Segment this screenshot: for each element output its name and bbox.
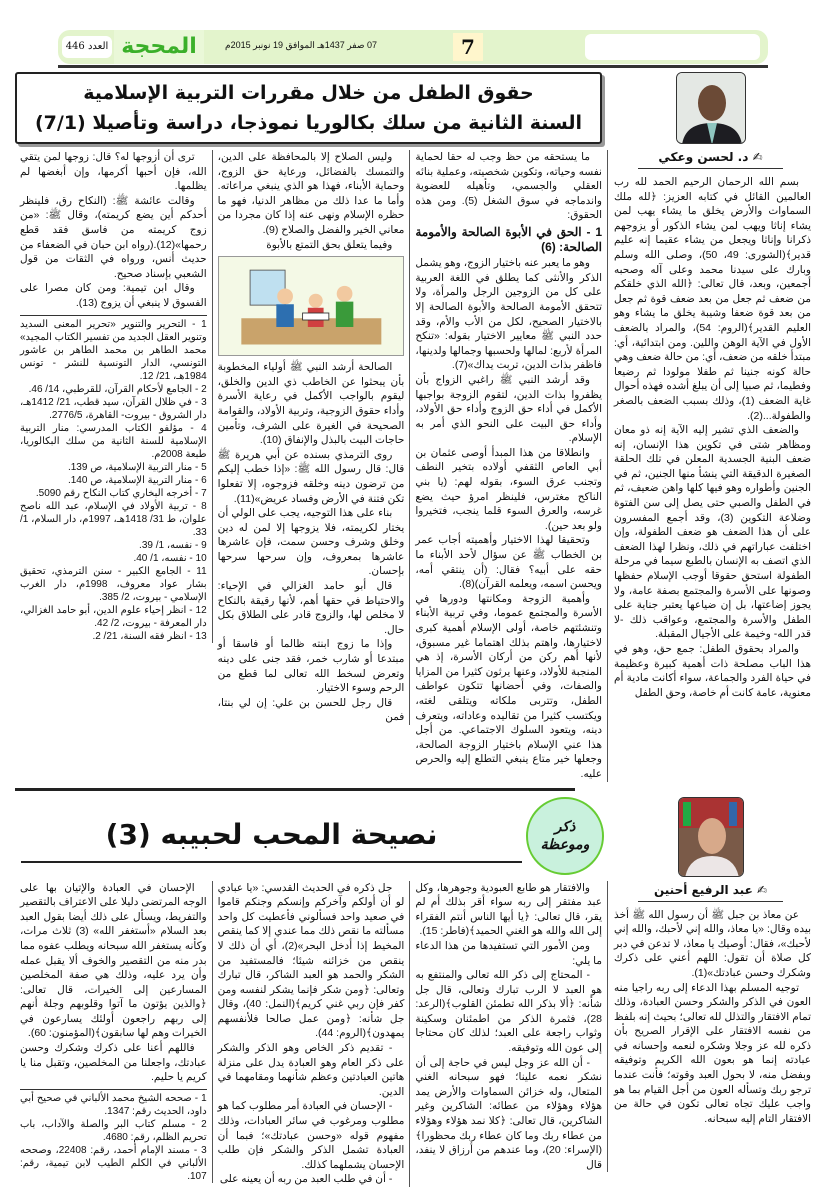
paragraph: - المحتاج إلى ذكر الله تعالى والمنتفع به هو العبد لا الرب تبارك وتعالى، قال جل شأنه: ﴿ألا بذكر الله تطمئن القلوب﴾(الرعد: 28)، فثمرة الذكر من اطمئنان وسكينة وثواب راجعة على العبد؛ لذلك كان محتاجا إلى عون الله وتوفيقه. xyxy=(415,969,602,1055)
article2-column-3 xyxy=(213,881,411,1187)
article1-column-4 xyxy=(15,150,213,643)
article1-columns xyxy=(15,150,608,782)
article1-main xyxy=(15,72,608,782)
footnote: 7 - أخرجه البخاري كتاب النكاح رقم 5090. xyxy=(35,487,207,499)
footnote: 8 - تربية الأولاد في الإسلام، عبد الله ناصح علوان، ط 31/ 1418هـ، 1997م، دار السلام، 1/ 33. xyxy=(19,500,207,538)
footnote: 12 - انظر إحياء علوم الدين، أبو حامد الغزالي، دار المعرفة - بيروت، 2/ 42. xyxy=(19,604,207,629)
article1-column-3 xyxy=(213,150,411,725)
paragraph: قال رجل للحسن بن علي: إن لي بنتا، فمن xyxy=(217,696,405,724)
paragraph: وقال ابن تيمية: ومن كان مصرا على الفسوق لا ينبغي أن يزوج (13). xyxy=(19,282,207,309)
footnotes xyxy=(20,318,207,643)
footnote: 13 - انظر فقه السنة، 21/ 2. xyxy=(92,630,207,642)
section-badge: ذكر وموعظة xyxy=(526,797,604,875)
paragraph: بناء على هذا التوجيه، يجب على الولي أن يختار لكريمته، فلا يزوجها إلا لمن له دين وخلق وشرف وحسن سمت، فإن عاشرها عاشرها بمعروف، وإن سرحها سرحها بإحسان. xyxy=(217,507,405,578)
footnote: 3 - مسند الإمام أحمد، رقم: 22408، وصححه الألباني في الكلم الطيب لابن تيمية، رقم: 107. xyxy=(19,1144,207,1182)
paragraph: والضعف الذي تشير إليه الآية إنه ذو معان ومظاهر شتى في تكوين هذا الإنسان، إنه ضعف البنية الجسدية المعلن في تلك الحلقة الصغيرة الدقيقة التي ينشأ منها الجنين، ثم في الجنين وأطواره وهو فيها كلها واهن ضعيف، ثم في الطفل والصبي حتى يصل إلى سن الفتوة وضلاعة التكوين (3)، وقد أجمع المفسرون على أن هذا الضعف هو ضعف الطفولة، وإن اختلفت عباراتهم في ذلك، ونظرا لهذا الضعف الذي اتصف به الإنسان بالطبع سيما في مرحلة الطفولة استحق حقوقا أوجب الإسلام حفظها وصونها على الأسرة والمجتمع بصفة عامة، ولا يجوز إضاعتها، بل إن ضياعها يعتبر جناية على الطفل والأسرة والمجتمع، وعواقب ذلك -لا قدر الله- وخيمة على الأجيال المقبلة. xyxy=(614,424,811,641)
author-portrait-icon xyxy=(677,73,746,144)
issue-date: 07 صفر 1437هـ الموافق 19 نونبر 2015م xyxy=(225,40,377,50)
footnote: 3 - في ظلال القرآن، سيد قطب، 21/ 1412هـ، دار الشروق - بيروت- القاهرة، 2776/5. xyxy=(19,396,207,421)
masthead-rule xyxy=(58,65,768,68)
article1-column-1 xyxy=(608,175,813,700)
article-title: حقوق الطفل من خلال مقررات التربية الإسلامية xyxy=(83,82,534,104)
paragraph: فاللهم أعنا على ذكرك وشكرك وحسن عبادتك، واجعلنا من المخلصين، وتقبل منا يا كريم يا حليم. xyxy=(19,1042,207,1084)
paragraph: الإحسان في العبادة والإتيان بها على الوجه المرتضى دليلا على الاعتراف بالتقصير والتفريط، ويسأل على ذلك أيضا بقول العبد بعد السلام «أستغفر الله» (3) ثلاث مرات، وكأنه يستغفر الله سبحانه ويطلب عفوه مما بدر منه من التقصير والخوف ألا يقبل عمله وأن يرد عليه، وذلك هي صفة المخلصين المسارعين إلى الخيرات، قال تعالى: ﴿والذين يؤتون ما آتوا وقلوبهم وجلة أنهم إلى ربهم راجعون أولئك يسارعون في الخيرات وهم لها سابقون﴾(المؤمنون: 60). xyxy=(19,881,207,1040)
footnote: 9 - نفسه، 1/ 39. xyxy=(139,539,207,551)
paragraph: - أن الله عز وجل ليس في حاجة إلى أن نشكر نعمه علينا؛ فهو سبحانه الغني المتعال، وله خزائن السماوات والأرض يمد هؤلاء وهؤلاء من عطائه: الشاكرين وغير الشاكرين، قال تعالى: ﴿كلا نمد هؤلاء وهؤلاء من عطاء ربك وما كان عطاء ربك محظورا﴾(الإسراء: 20)، وما عندهم من أرزاق لا ينفد، قال xyxy=(415,1056,602,1171)
paragraph: وقد أرشد النبي ﷺ راغبي الزواج بأن يظفروا بذات الدين، لتقوم الزوجة بواجبها الأكمل في أداء حق الزوج وأداء حق الأولاد، وأداء حق البيت على النحو الذي أمر به الإسلام. xyxy=(415,373,602,445)
page-number: 7 xyxy=(453,33,483,61)
paragraph: ما يستحقه من حظ وجب له حقا لحماية نفسه وحياته، وتكوين شخصيته، وعملية بنائه العقلي والجسمي، وتأهيله للعضوية واندماجه في سوق الشغل (5). ومن هذه الحقوق: xyxy=(415,151,602,222)
family-reading-illustration-icon xyxy=(219,257,404,355)
footnote: 5 - منار التربية الإسلامية، ص 139. xyxy=(67,461,207,473)
footnote: 10 - نفسه، 1/ 40. xyxy=(133,552,207,564)
paragraph: وأهمية الزوجة ومكانتها ودورها في الأسرة والمجتمع عموما، وفي تربية الأبناء وتنشئتهم خاصة، أولى الإسلام أهمية كبرى لاختيارها، واهتم بذلك اهتماما غير مسبوق، لأنها أهم ركن من أركان الأسرة، إذ هي المنجبة للأولاد، وعنها يرثون كثيرا من المزايا والصفات، وفي أحضانها تتكون عواطف الطفل، وتتربى ملكاته ويتلقى لغته، ويكتسب كثيرا من تقاليده وعاداته، ويتعرف دينه، ويتعود السلوك الاجتماعي. من أجل هذا عني الإسلام باختيار الزوجة الصالحة، وجعلها خير متاع ينبغي التطلع إليه والحرص عليه. xyxy=(415,592,602,780)
footnote: 11 - الجامع الكبير - سنن الترمذي، تحقيق بشار عواد معروف، 1998م، دار الغرب الإسلامي - بيروت، 2/ 385. xyxy=(19,565,207,603)
paragraph: توجيه المسلم بهذا الدعاء إلى ربه راجيا منه العون في الذكر والشكر وحسن العبادة، وذلك تمام الافتقار والتذلل لله تعالى؛ بحيث إنه بلفظ من نفسه الافتقار على الإقرار الصريح بأن ذكره لله عز وجلا وشكره لنعمه وإحسانه في عبادته إنما هو بعون الله الكريم وتوفيقه وبفضل منه، لا بحول العبد وقوته؛ فأنت عندما ترجو ربك وتسأله العون من أجل القيام بما هو واجب عليك تجاه تعالى تكون في حالة من الافتقار التام إليه سبحانه. xyxy=(614,981,811,1125)
paragraph: وإذا ما زوج ابنته ظالما أو فاسقا أو مبتدعا أو شارب خمر، فقد جنى على دينه وتعرض لسخط الله تعالى لما قطع من الرحم وسوء الاختيار. xyxy=(217,638,405,695)
author2-portrait-icon xyxy=(679,798,744,877)
issue-number: العدد 446 xyxy=(62,36,112,58)
author2-photo xyxy=(678,797,744,877)
article2 xyxy=(15,797,813,1187)
article2-title-row xyxy=(15,797,608,875)
paragraph: وقالت عائشة ﷺ: (النكاح رق، فلينظر أحدكم أين يضع كريمته)، وقال ﷺ: «من زوج كريمته من فاسق فقد قطع رحمها»(12).(رواه ابن حبان في الضعفاء من حديث أنس، ورواه في الثقات من قول الشعبي بإسناد صحيح. xyxy=(19,194,207,280)
author-name: د. لحسن وعكي xyxy=(658,150,749,164)
article1 xyxy=(15,72,813,782)
article1-side-column xyxy=(608,72,813,700)
author2-byline xyxy=(638,879,783,902)
paragraph: والافتقار هو طابع العبودية وجوهرها، وكل عبد مفتقر إلى ربه سواء أقر بذلك أم لم يقر، قال تعالى: ﴿يا أيها الناس أنتم الفقراء إلى الله والله هو الغني الحميد﴾(فاطر: 15). xyxy=(415,881,602,938)
footnote: 2 - الجامع لأحكام القرآن، للقرطبي، 14/ 46. xyxy=(28,383,207,395)
family-illustration xyxy=(218,256,405,356)
paragraph: بسم الله الرحمان الرحيم الحمد لله رب العالمين القائل في كتابه العزيز: ﴿لله ملك السماوات والأرض يخلق ما يشاء يهب لمن يشاء إناثا ويهب لمن يشاء الذكور أو يزوجهم ذكرانا وإناثا ويجعل من يشاء عقيما إنه عليم قدير﴾(الشورى: 49، 50)، وصلى الله وسلم وبارك على سيدنا محمد وعلى آله وصحبه أجمعين، وبعد، قال تعالى: ﴿الله الذي خلقكم من ضعف ثم جعل من بعد ضعف قوة ثم جعل من بعد قوة ضعفا وشيبة يخلق ما يشاء وهو العليم القدير﴾(الروم: 54)، والمراد بالضعف الأول في الآية الوهن واللين. ومن ابتدائية، أي: مبتدأ خلقه من ضعف، أي: من حالة ضعف وهي حالة كونه جنينا ثم طفلا مولودا ثم رضيعا وفطيما، ثم صبيا إلى أن يبلغ أشده فهذه أحوال غاية الضعف (1)، وذلك بسبب الضعف بالصغر والطفولة...(2). xyxy=(614,176,812,422)
paragraph: الصالحة أرشد النبي ﷺ أولياء المخطوبة بأن يبحثوا عن الخاطب ذي الدين والخلق، ليقوم بالواجب الأكمل في رعاية الأسرة وأداء حقوق الزوجية، وتربية الأولاد، والقوامة الصحيحة في الغيرة على الشرف، وتأمين حاجات البيت بالبذل والإنفاق (10). xyxy=(217,361,405,447)
paragraph: - أن في طلب العبد من ربه أن يعينه على xyxy=(219,1173,393,1186)
paragraph: وفيما يتعلق بحق التمتع بالأبوة xyxy=(266,238,393,251)
author-byline xyxy=(638,146,783,169)
article2-column-4 xyxy=(15,881,213,1183)
article1-column-2 xyxy=(410,150,608,782)
paragraph: وليس الصلاح إلا بالمحافظة على الدين، والتمسك بالفضائل، ورعاية حق الزوج، وحماية الأبناء، فهذا هو الذي ينبغي مراعاته. وأما ما عدا ذلك من مظاهر الدنيا، فهو ما حظره الإسلام ونهى عنه إذا كان مجردا من معاني الخير والفضل والصلاح (9). xyxy=(217,151,405,236)
article2-title: نصيحة المحب لحبيبه (3) xyxy=(21,809,522,863)
footnote: 2 - مسلم كتاب البر والصلة والآداب، باب تحريم الظلم، رقم: 4680. xyxy=(19,1118,207,1143)
paragraph: ترى أن أزوجها له؟ قال: زوجها لمن يتقي الله، فإن أحبها أكرمها، وإن أبغضها لم يظلمها. xyxy=(19,151,207,193)
footnote-rule xyxy=(20,1089,207,1090)
paragraph: وهو ما يعبر عنه باختيار الزوج، وهو يشمل الذكر والأنثى كما يطلق في اللغة العربية على كل من الزوجين الرجل والمرأة، ولا تتحقق الأمومة الصالحة والأبوة الصالحة إلا بالاختيار الصحيح، لكل من الأب والأم، وقد حدد النبي ﷺ معايير الاختيار بقوله: «تنكح المرأة لأربع: لمالها ولحسبها وجمالها ولدينها، فاظفر بذات الدين، تربت يداك»(7). xyxy=(415,257,602,372)
paragraph: قال أبو حامد الغزالي في الإحياء: والاحتياط في حقها أهم، لأنها رقيقة بالنكاح لا مخلص لها، والزوج قادر على الطلاق بكل حال. xyxy=(217,580,405,636)
paragraph: والمراد بحقوق الطفل: جمع حق، وهو في هذا الباب مصلحة ذات أهمية كبيرة وعظيمة في حياة الفرد والجماعة، سواء أكانت مادية أم معنوية، عامة كانت أم خاصة، وحق الطفل xyxy=(614,643,811,699)
paragraph: وانطلاقا من هذا المبدأ أوصى عثمان بن أبي العاص الثقفي أولاده بتخير النطف وتجنب عرق السوء، بقوله لهم: (يا بني الناكح مغترس، فلينظر امرؤ حيث يضع غرسه، والعرق السوء قلما ينجب، فتخيروا ولو بعد حين). xyxy=(415,446,602,532)
article2-column-1 xyxy=(608,908,813,1127)
section-divider xyxy=(15,788,575,791)
footnote: 1 - التحرير والتنوير «تحرير المعنى السديد وتنوير العقل الجديد من تفسير الكتاب المجيد» محمد الطاهر بن محمد الطاهر بن عاشور التونسي، الدار التونسية للنشر - تونس 1984هـ، 21/ 12. xyxy=(19,318,207,382)
paragraph: جل ذكره في الحديث القدسي: «يا عبادي لو أن أولكم وآخركم وإنسكم وجنكم قاموا في صعيد واحد فسألوني فأعطيت كل واحد مسألته ما نقص ذلك مما عندي إلا كما ينقص المخيط إذا أدخل البحر»(2)، أي أن ذلك لا ينقص من خزائنه شيئا؛ فالمستفيد من الشكر والحمد هو العبد الشاكر، قال تبارك وتعالى: ﴿ومن شكر فإنما يشكر لنفسه ومن كفر فإن ربي غني كريم﴾(النمل: 40)، وقال جل شأنه: ﴿ومن عمل صالحا فلأنفسهم يمهدون﴾(الروم: 44). xyxy=(217,881,405,1040)
pen-icon: ✍ xyxy=(748,150,763,164)
article2-column-2 xyxy=(410,881,608,1173)
author2-name: عبد الرفيع أحنين xyxy=(653,882,753,897)
paragraph: - تقديم ذكر الخاص وهو الذكر والشكر على ذكر العام وهو العبادة يدل على منزلة هاتين العبادتين وعظم شأنهما ومقامهما في الدين. xyxy=(217,1042,405,1098)
article-subtitle: السنة الثانية من سلك بكالوريا نموذجا، دراسة وتأصيلا (7/1) xyxy=(34,112,583,134)
paragraph: - الإحسان في العبادة أمر مطلوب كما هو مطلوب ومرغوب في سائر العبادات، وذلك مفهوم قوله «وحسن عبادتك»؛ فبما أن العبادة تشمل الذكر والشكر فإن طلب الإحسان يشملهما كذلك. xyxy=(217,1100,405,1171)
newspaper-logo: المحجة xyxy=(114,30,204,64)
paragraph: روى الترمذي بسنده عن أبي هريرة ﷺ قال: قال رسول الله ﷺ: «إذا خطب إليكم من ترضون دينه وخلقه فزوجوه، إلا تفعلوا تكن فتنة في الأرض وفساد عريض»(11). xyxy=(217,448,405,505)
pen-icon: ✍ xyxy=(752,882,767,897)
footnote: 6 - منار التربية الإسلامية، ص 140. xyxy=(67,474,207,486)
footnote: 4 - مؤلفو الكتاب المدرسي: منار التربية الإسلامية للسنة الثانية من سلك البكالوريا، طبعة 2008م. xyxy=(19,422,207,460)
footnote: 1 - صححه الشيخ محمد الألباني في صحيح أبي داود، الحديث رقم: 1347. xyxy=(19,1092,207,1117)
paragraph: عن معاذ بن جبل ﷺ أن رسول الله ﷺ أخذ بيده وقال: «يا معاذ، والله إني لأحبك، والله إني لأحبك»، فقال: أوصيك يا معاذ، لا تدعن في دبر كل صلاة أن تقول: اللهم أعني على ذكرك وشكرك وحسن عبادتك»(1). xyxy=(614,908,811,979)
article2-columns xyxy=(15,881,608,1187)
paragraph: وتحقيقا لهذا الاختيار وأهميته أجاب عمر بن الخطاب ﷺ عن سؤال لأحد الأبناء ما حقه على أبيه؟ فقال: (أن ينتقي أمه، ويحسن اسمه، ويعلمه القرآن)(8). xyxy=(415,534,602,591)
article-title-box xyxy=(15,72,602,144)
masthead-blank-box xyxy=(585,34,760,60)
footnote-rule xyxy=(20,315,207,316)
author-photo xyxy=(676,72,746,144)
paragraph: ومن الأمور التي تستفيدها من هذا الدعاء ما يلي: xyxy=(415,939,602,967)
article2-main xyxy=(15,797,608,1187)
section-heading: 1 - الحق في الأبوة الصالحة والأمومة الصالحة: (6) xyxy=(415,224,602,254)
